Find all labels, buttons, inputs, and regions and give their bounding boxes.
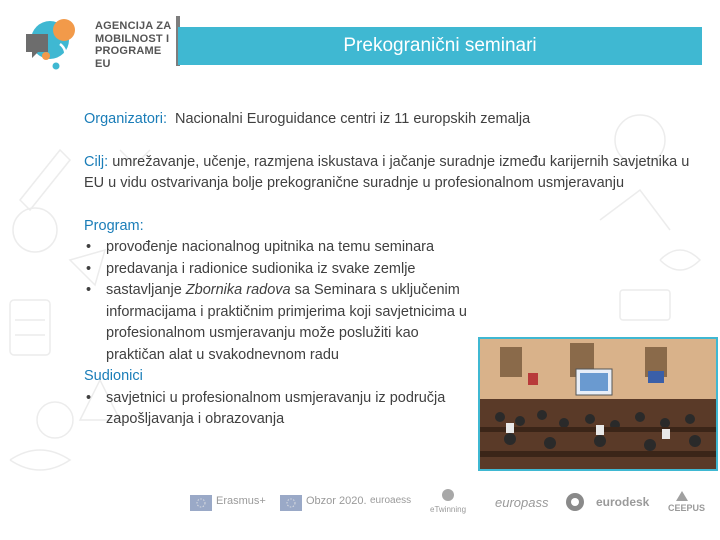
obzor-label: Obzor 2020. bbox=[306, 495, 367, 507]
obzor-logo[interactable] bbox=[280, 495, 302, 516]
organizers-text: Nacionalni Euroguidance centri iz 11 europskih zemalja bbox=[175, 111, 531, 127]
footer-logos bbox=[190, 487, 710, 527]
etwinning-icon bbox=[437, 487, 459, 503]
organizers-paragraph bbox=[84, 109, 704, 131]
ceepus-icon bbox=[674, 489, 690, 503]
etwinning-label: eTwinning bbox=[430, 505, 467, 514]
list-item: • sastavljanje Zbornika radova sa Seminara s uključenim informacijama i praktičnim primjerima koji savjetnicima u profesionalnom usmjeravanju može poslužiti kao praktičan alat u svakodnevnom radu bbox=[86, 282, 467, 363]
ceepus-label: CEEPUS bbox=[668, 503, 706, 513]
logo-text: AGENCIJA ZA MOBILNOST I PROGRAME EU bbox=[95, 20, 172, 70]
eurodesk-label: eurodesk bbox=[596, 495, 650, 509]
seminar-photo-image bbox=[480, 339, 716, 469]
participants-label: Sudionici bbox=[84, 368, 143, 384]
list-item: • provođenje nacionalnog upitnika na temu seminara bbox=[86, 239, 435, 255]
e8-logo[interactable] bbox=[564, 491, 586, 518]
erasmus-label: Erasmus+ bbox=[216, 495, 266, 507]
agency-logo[interactable] bbox=[20, 16, 180, 74]
agency-logo-icon bbox=[20, 16, 92, 74]
program-label: Program: bbox=[84, 217, 144, 234]
europass-label: europass bbox=[495, 495, 549, 510]
goal-text: umrežavanje, učenje, razmjena iskustava i jačanje suradnje između karijernih savjetnika u EU u vidu ostvarivanja bolje prekogranične suradnje u profesionalnom usmjeravanju bbox=[84, 153, 690, 191]
page-title: Prekogranični seminari bbox=[178, 27, 702, 65]
goal-paragraph bbox=[84, 152, 694, 195]
eu-flag-icon bbox=[280, 495, 302, 511]
goal-label: Cilj: bbox=[84, 153, 109, 170]
list-item: • predavanja i radionice sudionika iz svake zemlje bbox=[86, 260, 416, 277]
seminar-photo bbox=[478, 337, 718, 471]
euroaess-label: euroaess bbox=[370, 495, 412, 506]
list-item: • savjetnici u profesionalnom usmjeravanju iz područja zapošljavanja i obrazovanja bbox=[86, 389, 446, 427]
eu-flag-icon bbox=[190, 495, 212, 511]
proceedings-title: Zbornika radova bbox=[185, 282, 291, 298]
organizers-label: Organizatori: bbox=[84, 111, 168, 127]
erasmus-logo[interactable] bbox=[190, 495, 212, 516]
e8-icon bbox=[564, 491, 586, 513]
